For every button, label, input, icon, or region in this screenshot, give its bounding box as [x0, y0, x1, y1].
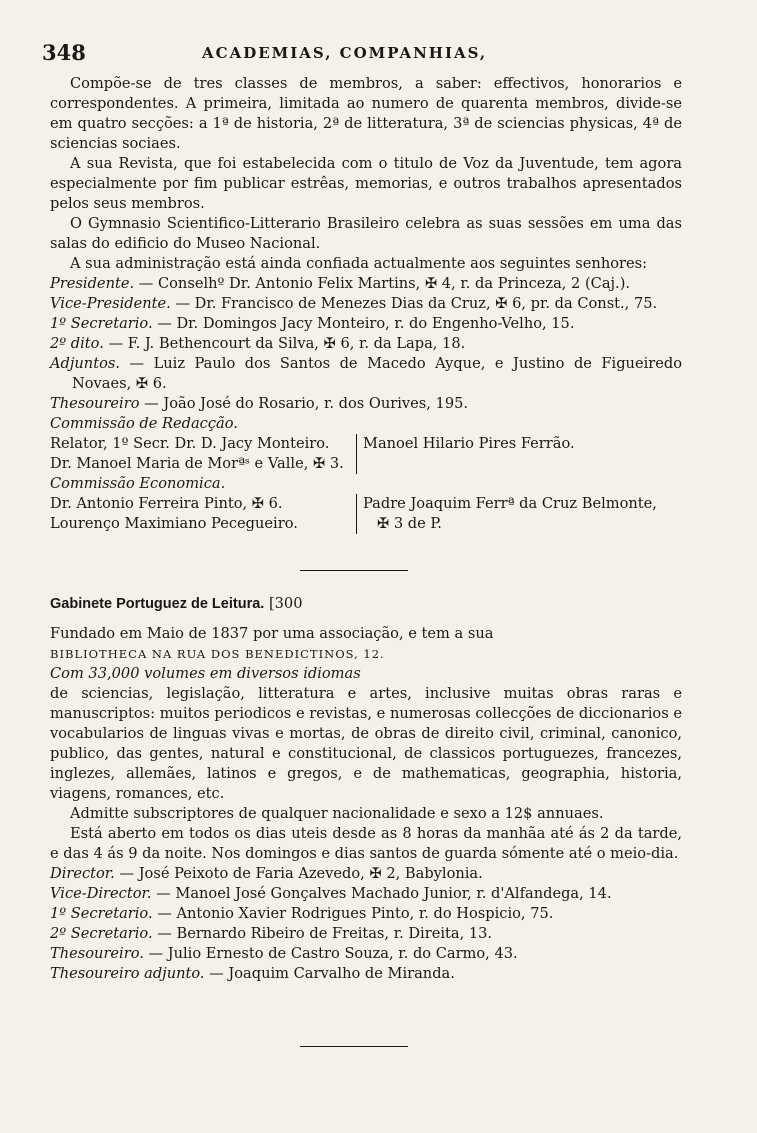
gabinete-address: BIBLIOTHECA NA RUA DOS BENEDICTINOS, 12. [50, 647, 385, 661]
section-divider [300, 1046, 408, 1047]
officer-role: Thesoureiro. [50, 945, 144, 962]
officer-text: — Dr. Domingos Jacy Monteiro, r. do Engenho-Velho, 15. [152, 315, 575, 332]
commissao-member: ✠ 3 de P. [377, 515, 442, 532]
officer-line [50, 944, 682, 964]
officer-line [50, 294, 682, 314]
officer-text: — Joaquim Carvalho de Miranda. [204, 965, 455, 982]
gymnasio-admin-intro: A sua administração está ainda confiada actualmente aos seguintes senhores: [70, 255, 648, 272]
gymnasio-sessions: O Gymnasio Scientifico-Litterario Brasileiro celebra as suas sessões em uma das salas do edificio do Museo Nacional. [50, 215, 682, 252]
officer-role: Vice-Director. [50, 885, 152, 902]
officer-text: — Conselhº Dr. Antonio Felix Martins, ✠ 4, r. da Princeza, 2 (Caj.). [134, 275, 631, 292]
gabinete-subjects: de sciencias, legislação, litteratura e artes, inclusive muitas obras raras e manuscriptos: muitos periodicos e revistas, e numerosas collecções de diccionarios e vocabularios de linguas vivas e mortas, de obras de direito civil, criminal, canonico, publico, das gentes, natural e constitucional, de classicos portuguezes, francezes, inglezes, allemães, latinos e gregos, e de mathematicas, geographia, historia, viagens, romances, etc. [50, 685, 682, 802]
officer-line [50, 354, 682, 394]
officer-line [50, 864, 682, 884]
officer-line [50, 884, 682, 904]
officer-role: Adjuntos. [50, 355, 120, 372]
officer-role: Thesoureiro adjunto. [50, 965, 205, 982]
officer-role: 2º dito. [50, 335, 104, 352]
commissao-redaccao-title: Commissão de Redacção. [50, 415, 238, 432]
gymnasio-revista: A sua Revista, que foi estabelecida com o titulo de Voz da Juventude, tem agora especialmente por fim publicar estrêas, memorias, e outros trabalhos apresentados pelos seus membros. [50, 155, 682, 212]
gymnasio-section [50, 74, 682, 534]
officer-text: — Julio Ernesto de Castro Souza, r. do Carmo, 43. [143, 945, 518, 962]
officer-role: 1º Secretario. [50, 315, 153, 332]
commissao-member: Dr. Manoel Maria de Morªˢ e Valle, ✠ 3. [50, 455, 344, 472]
officer-text: — Dr. Francisco de Menezes Dias da Cruz, ✠ 6, pr. da Const., 75. [170, 295, 658, 312]
officer-role: Presidente. [50, 275, 135, 292]
officer-line [50, 924, 682, 944]
officer-role: Vice-Presidente. [50, 295, 171, 312]
officer-line [50, 394, 682, 414]
commissao-member: Dr. Antonio Ferreira Pinto, ✠ 6. [50, 495, 283, 512]
commissao-redaccao-left [50, 434, 356, 474]
commissao-redaccao-table [50, 434, 682, 474]
officer-line [50, 334, 682, 354]
gabinete-heading [50, 594, 682, 614]
officer-role: 2º Secretario. [50, 925, 153, 942]
gabinete-hours: Está aberto em todos os dias uteis desde as 8 horas da manhãa até ás 2 da tarde, e das 4 ás 9 da noite. Nos domingos e dias santos de guarda sómente até o meio-dia. [50, 825, 682, 862]
officer-text: — Luiz Paulo dos Santos de Macedo Ayque, e Justino de Figueiredo Novaes, ✠ 6. [72, 355, 682, 392]
commissao-member: Lourenço Maximiano Pecegueiro. [50, 515, 298, 532]
gymnasio-intro: Compõe-se de tres classes de membros, a saber: effectivos, honorarios e correspondentes. A primeira, limitada ao numero de quarenta membros, divide-se em quatro secções: a 1ª de historia, 2ª de litteratura, 3ª de sciencias physicas, 4ª de sciencias sociaes. [50, 75, 682, 152]
officer-line [50, 964, 682, 984]
officer-line [50, 904, 682, 924]
page-header [42, 40, 717, 66]
page-number: 348 [42, 40, 86, 65]
gabinete-section [50, 594, 682, 984]
officer-role: Thesoureiro [50, 395, 140, 412]
officer-text: — F. J. Bethencourt da Silva, ✠ 6, r. da Lapa, 18. [103, 335, 466, 352]
officer-text: — João José do Rosario, r. dos Ourives, 195. [139, 395, 469, 412]
commissao-member: Relator, 1º Secr. Dr. D. Jacy Monteiro. [50, 435, 330, 452]
gabinete-founded: Fundado em Maio de 1837 por uma associação, e tem a sua [50, 625, 494, 642]
officer-text: — Antonio Xavier Rodrigues Pinto, r. do Hospicio, 75. [152, 905, 554, 922]
commissao-economica-left [50, 494, 356, 534]
officer-text: — Bernardo Ribeiro de Freitas, r. Direita, 13. [152, 925, 493, 942]
commissao-member: Padre Joaquim Ferrª da Cruz Belmonte, [363, 495, 657, 512]
gabinete-title-suffix: [300 [268, 595, 303, 612]
gabinete-subscribers: Admitte subscriptores de qualquer nacionalidade e sexo a 12$ annuaes. [70, 805, 604, 822]
section-divider [300, 570, 408, 571]
officer-line [50, 274, 682, 294]
gabinete-volumes: Com 33,000 volumes em diversos idiomas [50, 665, 361, 682]
commissao-member [363, 454, 682, 474]
officer-line [50, 314, 682, 334]
commissao-redaccao-right [356, 434, 682, 474]
officer-text: — José Peixoto de Faria Azevedo, ✠ 2, Babylonia. [114, 865, 483, 882]
gabinete-title: Gabinete Portuguez de Leitura. [50, 596, 265, 612]
commissao-member: Manoel Hilario Pires Ferrão. [363, 435, 575, 452]
officer-role: 1º Secretario. [50, 905, 153, 922]
running-head: ACADEMIAS, COMPANHIAS, [202, 44, 488, 62]
commissao-economica-title: Commissão Economica. [50, 475, 226, 492]
commissao-economica-right [356, 494, 682, 534]
commissao-economica-table [50, 494, 682, 534]
officer-text: — Manoel José Gonçalves Machado Junior, r. d'Alfandega, 14. [151, 885, 612, 902]
officer-role: Director. [50, 865, 115, 882]
